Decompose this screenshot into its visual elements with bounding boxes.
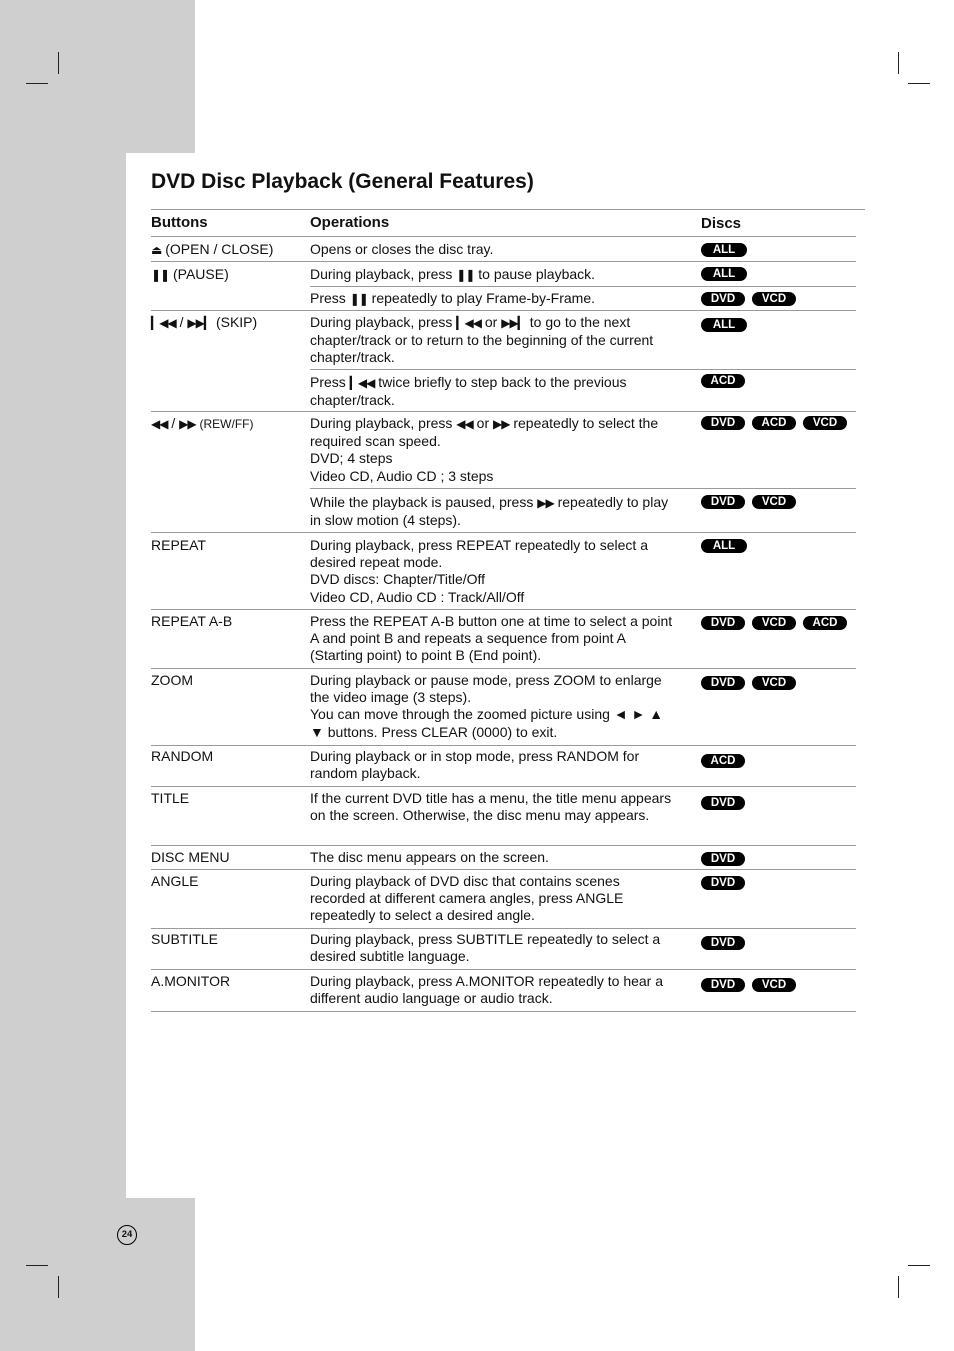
header-operations: Operations: [310, 214, 390, 231]
pause-icon: ❚❚: [456, 268, 475, 282]
crop-mark: [26, 83, 48, 84]
crop-mark: [898, 1276, 899, 1298]
row-divider: [151, 532, 856, 533]
crop-mark: [58, 1276, 59, 1298]
row-divider: [310, 286, 856, 287]
table-row: ◀◀ / ▶▶ (REW/FF): [151, 415, 254, 431]
operation-text: Press ▎◀◀ twice briefly to step back to the previous chapter/track.: [310, 374, 627, 409]
disc-badge: VCD: [752, 676, 796, 690]
button-label: REPEAT A-B: [151, 613, 233, 629]
table-top-rule: [151, 209, 865, 210]
table-row: [151, 266, 229, 284]
rewind-icon: ◀◀: [151, 417, 168, 431]
button-label: RANDOM: [151, 748, 214, 764]
button-label: A.MONITOR: [151, 973, 231, 989]
operation-text: Press the REPEAT A-B button one at time to select a point A and point B and repeats a sequence from point A (Starting point) to point B (End point).: [310, 613, 673, 664]
operation-text: Opens or closes the disc tray.: [310, 241, 494, 257]
operation-text: During playback or pause mode, press ZOOM to enlarge the video image (3 steps). You can move through the zoomed picture using ◄ ► ▲ ▼ buttons. Press CLEAR (0000) to exit.: [310, 672, 664, 740]
disc-badge: DVD: [701, 852, 745, 866]
disc-badge: ALL: [701, 539, 747, 553]
operation-text: During playback or in stop mode, press RANDOM for random playback.: [310, 748, 640, 782]
page-number: 24: [117, 1225, 137, 1245]
left-gray-band: [0, 153, 126, 1198]
button-label: ZOOM: [151, 672, 193, 688]
row-divider: [151, 745, 856, 746]
disc-badge: ACD: [701, 374, 745, 388]
disc-badges: [701, 754, 752, 772]
left-gray-band-bottom: [0, 1198, 195, 1351]
disc-badge: ALL: [701, 267, 747, 281]
disc-badge: VCD: [752, 616, 796, 630]
disc-badges: [701, 539, 754, 557]
operation-text: During playback of DVD disc that contains scenes recorded at different camera angles, press ANGLE repeatedly to select a desired angle.: [310, 873, 624, 924]
disc-badges: [701, 267, 754, 285]
row-divider: [151, 310, 856, 311]
fast-forward-icon: ▶▶: [493, 417, 510, 431]
skip-next-icon: ▶▶▎: [187, 316, 213, 330]
operation-text: During playback, press REPEAT repeatedly to select a desired repeat mode. DVD discs: Chapter/Title/Off Video CD, Audio CD : Track/All/Off: [310, 537, 648, 605]
operation-text: During playback, press SUBTITLE repeatedly to select a desired subtitle language.: [310, 931, 661, 965]
disc-badge: ALL: [701, 318, 747, 332]
operation-text: During playback, press A.MONITOR repeatedly to hear a different audio language or audio track.: [310, 973, 664, 1007]
operation-text: If the current DVD title has a menu, the title menu appears on the screen. Otherwise, the disc menu may appears.: [310, 790, 672, 824]
disc-badge: DVD: [701, 495, 745, 509]
operation-text: The disc menu appears on the screen.: [310, 849, 549, 865]
row-divider: [151, 668, 856, 669]
disc-badges: [701, 936, 752, 954]
disc-badge: DVD: [701, 796, 745, 810]
row-divider: [151, 786, 856, 787]
fast-forward-icon: ▶▶: [537, 496, 554, 510]
disc-badges: [701, 243, 754, 261]
button-label: (OPEN / CLOSE): [165, 241, 274, 257]
button-label: SUBTITLE: [151, 931, 218, 947]
disc-badges: [701, 616, 854, 634]
disc-badges: [701, 852, 752, 870]
rewind-icon: ◀◀: [456, 417, 473, 431]
button-label: DISC MENU: [151, 849, 230, 865]
skip-prev-icon: ▎◀◀: [349, 376, 375, 390]
skip-prev-icon: ▎◀◀: [151, 316, 176, 330]
disc-badge: DVD: [701, 292, 745, 306]
disc-badge: ACD: [701, 754, 745, 768]
button-label: (REW/FF): [199, 417, 254, 431]
disc-badge: ACD: [803, 616, 847, 630]
disc-badge: ACD: [752, 416, 796, 430]
crop-mark: [898, 52, 899, 74]
page-title: DVD Disc Playback (General Features): [151, 170, 534, 193]
crop-mark: [908, 1265, 930, 1266]
disc-badges: [701, 292, 803, 310]
row-divider: [151, 609, 856, 610]
button-label: (SKIP): [215, 314, 258, 330]
table-row: [151, 241, 273, 259]
disc-badge: DVD: [701, 416, 745, 430]
crop-mark: [908, 83, 930, 84]
button-label: REPEAT: [151, 537, 206, 553]
eject-icon: ⏏: [151, 243, 162, 257]
row-divider: [310, 369, 856, 370]
button-label: (PAUSE): [173, 266, 229, 282]
row-divider: [151, 261, 856, 262]
button-label: ANGLE: [151, 873, 199, 889]
header-rule: [151, 236, 856, 237]
row-divider: [151, 969, 856, 970]
operation-text: During playback, press ◀◀ or ▶▶ repeatedly to select the required scan speed. DVD; 4 steps Video CD, Audio CD ; 3 steps: [310, 415, 659, 484]
left-gray-band-top: [0, 0, 195, 153]
disc-badge: VCD: [752, 292, 796, 306]
button-label: TITLE: [151, 790, 190, 806]
disc-badge: VCD: [803, 416, 847, 430]
operation-text: Press ❚❚ repeatedly to play Frame-by-Frame.: [310, 290, 595, 306]
disc-badge: DVD: [701, 676, 745, 690]
skip-next-icon: ▶▶▎: [501, 316, 526, 330]
header-discs: Discs: [701, 215, 742, 232]
disc-badges: [701, 876, 752, 894]
disc-badge: ALL: [701, 243, 747, 257]
disc-badges: [701, 978, 803, 996]
disc-badges: [701, 495, 803, 513]
row-divider: [151, 869, 856, 870]
disc-badge: DVD: [701, 936, 745, 950]
operation-text: While the playback is paused, press ▶▶ repeatedly to play in slow motion (4 steps).: [310, 494, 669, 529]
disc-badges: [701, 318, 754, 336]
disc-badge: VCD: [752, 978, 796, 992]
disc-badges: [701, 416, 854, 434]
operation-text: During playback, press ❚❚ to pause playback.: [310, 266, 596, 282]
disc-badges: [701, 374, 752, 392]
row-divider: [151, 411, 856, 412]
fast-forward-icon: ▶▶: [179, 417, 196, 431]
skip-prev-icon: ▎◀◀: [456, 316, 481, 330]
disc-badge: DVD: [701, 876, 745, 890]
disc-badge: DVD: [701, 616, 745, 630]
pause-icon: ❚❚: [349, 292, 368, 306]
disc-badges: [701, 796, 752, 814]
disc-badges: [701, 676, 803, 694]
crop-mark: [58, 52, 59, 74]
disc-badge: DVD: [701, 978, 745, 992]
header-buttons: Buttons: [151, 214, 208, 231]
table-row: ▎◀◀ / ▶▶▎ (SKIP): [151, 314, 258, 330]
pause-icon: ❚❚: [151, 268, 170, 282]
table-bottom-rule: [151, 1011, 856, 1012]
crop-mark: [26, 1265, 48, 1266]
row-divider: [151, 845, 856, 846]
disc-badge: VCD: [752, 495, 796, 509]
row-divider: [310, 488, 856, 489]
row-divider: [151, 928, 856, 929]
operation-text: During playback, press ▎◀◀ or ▶▶▎ to go to the next chapter/track or to return to the beginning of the current chapter/track.: [310, 314, 654, 366]
